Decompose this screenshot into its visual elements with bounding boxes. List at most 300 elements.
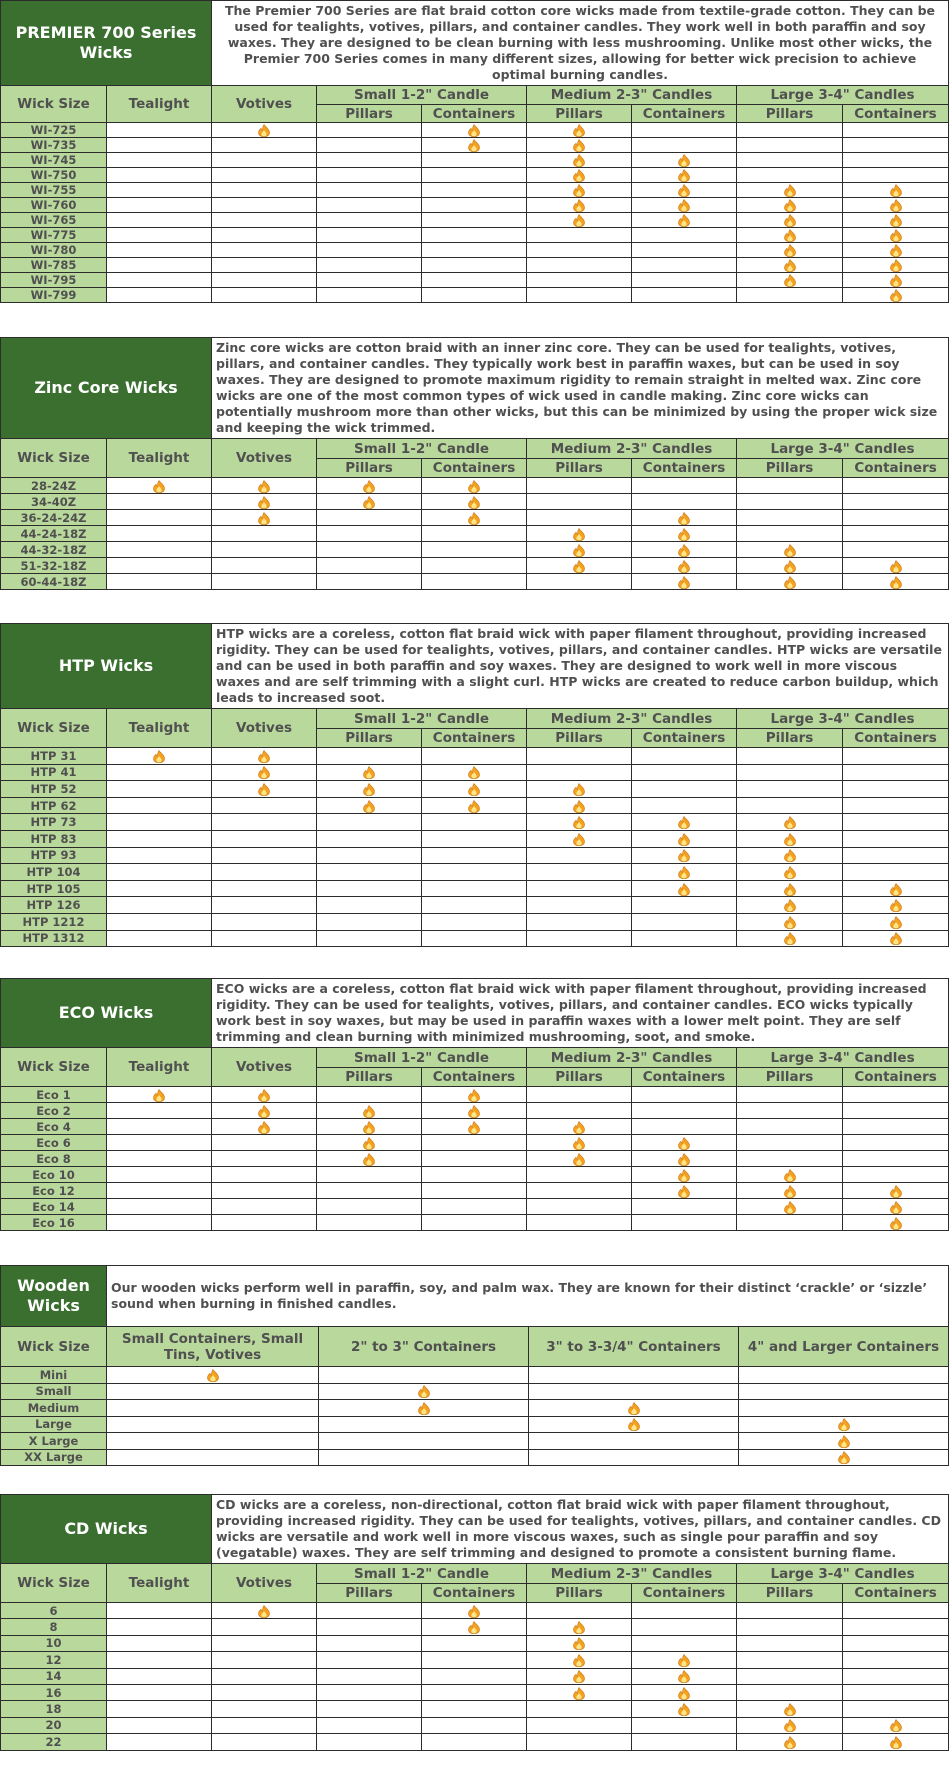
usage-cell <box>317 864 422 881</box>
table-row <box>1 1167 949 1183</box>
usage-cell <box>529 1367 739 1384</box>
usage-cell <box>737 880 843 897</box>
table-row <box>1 243 949 258</box>
usage-cell <box>107 1668 212 1684</box>
usage-cell <box>212 1103 317 1119</box>
usage-cell <box>422 1103 527 1119</box>
col-votives: Votives <box>212 86 317 123</box>
flame-icon <box>572 214 586 227</box>
section-title: CD Wicks <box>1 1495 212 1564</box>
usage-cell <box>317 913 422 930</box>
section-description: The Premier 700 Series are flat braid cotton core wicks made from textile-grade cotton. They can be used for tealights, votives, pillars, and container candles. They work well in both paraffin and soy waxes. They are designed to be clean burning with less mushrooming. Unlike most other wicks, the Premier 700 Series comes in many different sizes, allowing for better wick precision to achieve optimal burning candles. <box>212 1 949 86</box>
table-row <box>1 1135 949 1151</box>
usage-cell <box>107 1635 212 1651</box>
usage-cell <box>843 930 949 947</box>
usage-cell <box>212 1619 317 1635</box>
flame-icon <box>572 833 586 846</box>
wick-size: 20 <box>1 1717 107 1733</box>
flame-icon <box>783 560 797 573</box>
usage-cell <box>632 1151 737 1167</box>
usage-cell <box>632 494 737 510</box>
usage-cell <box>737 574 843 590</box>
premier-700-section <box>0 0 948 303</box>
table-row <box>1 1199 949 1215</box>
col-group-large: Large 3-4" Candles <box>737 709 949 729</box>
usage-cell <box>317 797 422 814</box>
usage-cell <box>527 243 632 258</box>
flame-icon <box>257 1089 271 1102</box>
usage-cell <box>317 1603 422 1619</box>
usage-cell <box>632 1183 737 1199</box>
usage-cell <box>212 830 317 847</box>
flame-icon <box>889 1217 903 1230</box>
flame-icon <box>783 883 797 896</box>
flame-icon <box>362 480 376 493</box>
flame-icon <box>783 544 797 557</box>
usage-cell <box>737 198 843 213</box>
usage-cell <box>527 1167 632 1183</box>
flame-icon <box>572 1121 586 1134</box>
usage-cell <box>422 138 527 153</box>
flame-icon <box>572 1687 586 1700</box>
usage-cell <box>107 478 212 494</box>
wick-size: 12 <box>1 1652 107 1668</box>
usage-cell <box>107 913 212 930</box>
table-row <box>1 558 949 574</box>
usage-cell <box>737 288 843 303</box>
wick-size: Eco 4 <box>1 1119 107 1135</box>
usage-cell <box>317 183 422 198</box>
usage-cell <box>737 494 843 510</box>
usage-cell <box>107 1151 212 1167</box>
col-wick-size: Wick Size <box>1 1327 107 1367</box>
usage-cell <box>107 542 212 558</box>
usage-cell <box>737 1119 843 1135</box>
flame-icon <box>783 1736 797 1749</box>
usage-cell <box>107 1734 212 1750</box>
col-votives: Votives <box>212 439 317 478</box>
usage-cell <box>317 764 422 781</box>
usage-cell <box>107 1215 212 1231</box>
flame-icon <box>257 496 271 509</box>
wick-table <box>0 0 949 303</box>
col-pillars: Pillars <box>527 729 632 748</box>
usage-cell <box>319 1433 529 1450</box>
col-group-medium: Medium 2-3" Candles <box>527 1564 737 1584</box>
usage-cell <box>317 748 422 765</box>
flame-icon <box>257 1605 271 1618</box>
usage-cell <box>422 781 527 798</box>
flame-icon <box>677 1137 691 1150</box>
flame-icon <box>837 1451 851 1464</box>
usage-cell <box>317 1167 422 1183</box>
flame-icon <box>206 1369 220 1382</box>
table-row <box>1 1603 949 1619</box>
section-title: ECO Wicks <box>1 979 212 1048</box>
usage-cell <box>737 897 843 914</box>
table-row <box>1 574 949 590</box>
usage-cell <box>107 558 212 574</box>
usage-cell <box>317 1701 422 1717</box>
usage-cell <box>632 153 737 168</box>
section-title: Zinc Core Wicks <box>1 338 212 439</box>
usage-cell <box>737 1684 843 1700</box>
usage-cell <box>107 1416 319 1433</box>
col-group-small: Small 1-2" Candle <box>317 1564 527 1584</box>
usage-cell <box>527 847 632 864</box>
col-tealight: Tealight <box>107 709 212 748</box>
flame-icon <box>889 1185 903 1198</box>
usage-cell <box>527 930 632 947</box>
usage-cell <box>527 764 632 781</box>
col-wick-size: Wick Size <box>1 1048 107 1087</box>
usage-cell <box>737 1635 843 1651</box>
flame-icon <box>783 576 797 589</box>
flame-icon <box>889 916 903 929</box>
usage-cell <box>212 510 317 526</box>
flame-icon <box>572 800 586 813</box>
table-row <box>1 478 949 494</box>
wick-size: Eco 10 <box>1 1167 107 1183</box>
wick-table <box>0 1494 949 1751</box>
usage-cell <box>212 258 317 273</box>
col-pillars: Pillars <box>737 729 843 748</box>
usage-cell <box>527 153 632 168</box>
wick-size: 10 <box>1 1635 107 1651</box>
usage-cell <box>737 273 843 288</box>
usage-cell <box>843 213 949 228</box>
wick-size: Eco 16 <box>1 1215 107 1231</box>
usage-cell <box>632 1087 737 1103</box>
wick-size: Small <box>1 1383 107 1400</box>
flame-icon <box>572 184 586 197</box>
flame-icon <box>783 833 797 846</box>
flame-icon <box>783 932 797 945</box>
usage-cell <box>317 1734 422 1750</box>
usage-cell <box>737 1603 843 1619</box>
table-row <box>1 1151 949 1167</box>
usage-cell <box>107 930 212 947</box>
usage-cell <box>212 1717 317 1733</box>
flame-icon <box>889 184 903 197</box>
flame-icon <box>362 1121 376 1134</box>
usage-cell <box>317 526 422 542</box>
usage-cell <box>527 1684 632 1700</box>
usage-cell <box>317 1717 422 1733</box>
usage-cell <box>739 1449 949 1466</box>
usage-cell <box>632 288 737 303</box>
usage-cell <box>107 123 212 138</box>
usage-cell <box>422 273 527 288</box>
wick-table <box>0 337 949 590</box>
table-row <box>1 880 949 897</box>
usage-cell <box>527 913 632 930</box>
flame-icon <box>783 1201 797 1214</box>
flame-icon <box>572 544 586 557</box>
usage-cell <box>632 558 737 574</box>
flame-icon <box>467 1621 481 1634</box>
flame-icon <box>677 528 691 541</box>
usage-cell <box>317 1619 422 1635</box>
col-pillars: Pillars <box>527 1584 632 1603</box>
usage-cell <box>632 526 737 542</box>
usage-cell <box>317 198 422 213</box>
wick-size: Mini <box>1 1367 107 1384</box>
col-containers: Containers <box>422 1584 527 1603</box>
usage-cell <box>107 797 212 814</box>
table-row <box>1 1635 949 1651</box>
usage-cell <box>527 168 632 183</box>
usage-cell <box>422 1151 527 1167</box>
usage-cell <box>107 764 212 781</box>
usage-cell <box>212 748 317 765</box>
wick-size: Large <box>1 1416 107 1433</box>
wick-size: 36-24-24Z <box>1 510 107 526</box>
usage-cell <box>632 478 737 494</box>
usage-cell <box>422 847 527 864</box>
col-group-small: Small 1-2" Candle <box>317 439 527 459</box>
usage-cell <box>527 1619 632 1635</box>
flame-icon <box>783 816 797 829</box>
table-row <box>1 797 949 814</box>
usage-cell <box>843 228 949 243</box>
usage-cell <box>212 183 317 198</box>
usage-cell <box>212 198 317 213</box>
usage-cell <box>843 913 949 930</box>
usage-cell <box>737 526 843 542</box>
col-pillars: Pillars <box>317 105 422 123</box>
usage-cell <box>212 213 317 228</box>
usage-cell <box>107 1619 212 1635</box>
usage-cell <box>212 542 317 558</box>
usage-cell <box>737 510 843 526</box>
col-header: 4" and Larger Containers <box>739 1327 949 1367</box>
col-pillars: Pillars <box>527 459 632 478</box>
flame-icon <box>572 1153 586 1166</box>
flame-icon <box>889 244 903 257</box>
usage-cell <box>737 1183 843 1199</box>
table-row <box>1 1717 949 1733</box>
usage-cell <box>422 558 527 574</box>
section-description: Our wooden wicks perform well in paraffin, soy, and palm wax. They are known for their distinct ‘crackle’ or ‘sizzle’ sound when burning in finished candles. <box>107 1266 949 1327</box>
usage-cell <box>422 930 527 947</box>
col-tealight: Tealight <box>107 1048 212 1087</box>
col-group-large: Large 3-4" Candles <box>737 439 949 459</box>
flame-icon <box>889 576 903 589</box>
usage-cell <box>422 897 527 914</box>
usage-cell <box>527 1717 632 1733</box>
usage-cell <box>527 1603 632 1619</box>
usage-cell <box>737 1619 843 1635</box>
usage-cell <box>737 1199 843 1215</box>
wick-size: WI-765 <box>1 213 107 228</box>
flame-icon <box>417 1402 431 1415</box>
usage-cell <box>632 243 737 258</box>
usage-cell <box>422 288 527 303</box>
usage-cell <box>319 1400 529 1417</box>
usage-cell <box>422 123 527 138</box>
flame-icon <box>257 124 271 137</box>
usage-cell <box>737 123 843 138</box>
flame-icon <box>889 274 903 287</box>
usage-cell <box>212 1167 317 1183</box>
flame-icon <box>677 1703 691 1716</box>
usage-cell <box>737 213 843 228</box>
flame-icon <box>467 1121 481 1134</box>
usage-cell <box>317 213 422 228</box>
usage-cell <box>107 1183 212 1199</box>
zinc-core-section <box>0 337 948 590</box>
usage-cell <box>107 1701 212 1717</box>
wick-size: WI-780 <box>1 243 107 258</box>
col-tealight: Tealight <box>107 439 212 478</box>
wick-size: 16 <box>1 1684 107 1700</box>
usage-cell <box>107 243 212 258</box>
usage-cell <box>527 258 632 273</box>
col-tealight: Tealight <box>107 86 212 123</box>
col-votives: Votives <box>212 1048 317 1087</box>
usage-cell <box>843 198 949 213</box>
usage-cell <box>212 781 317 798</box>
usage-cell <box>527 273 632 288</box>
usage-cell <box>317 558 422 574</box>
usage-cell <box>527 542 632 558</box>
table-row <box>1 1416 949 1433</box>
flame-icon <box>257 512 271 525</box>
usage-cell <box>107 228 212 243</box>
usage-cell <box>107 1119 212 1135</box>
col-pillars: Pillars <box>317 1584 422 1603</box>
usage-cell <box>422 1135 527 1151</box>
flame-icon <box>257 766 271 779</box>
usage-cell <box>843 1603 949 1619</box>
flame-icon <box>783 199 797 212</box>
col-group-small: Small 1-2" Candle <box>317 86 527 105</box>
usage-cell <box>529 1416 739 1433</box>
usage-cell <box>107 258 212 273</box>
usage-cell <box>843 1701 949 1717</box>
usage-cell <box>843 764 949 781</box>
usage-cell <box>737 1717 843 1733</box>
col-group-small: Small 1-2" Candle <box>317 1048 527 1068</box>
wick-size: 18 <box>1 1701 107 1717</box>
col-pillars: Pillars <box>527 105 632 123</box>
col-containers: Containers <box>632 1584 737 1603</box>
flame-icon <box>677 1670 691 1683</box>
wick-size: WI-775 <box>1 228 107 243</box>
usage-cell <box>422 198 527 213</box>
flame-icon <box>677 576 691 589</box>
flame-icon <box>677 1169 691 1182</box>
wick-size: HTP 41 <box>1 764 107 781</box>
wick-size: X Large <box>1 1433 107 1450</box>
usage-cell <box>632 1603 737 1619</box>
usage-cell <box>317 243 422 258</box>
table-row <box>1 1087 949 1103</box>
usage-cell <box>843 138 949 153</box>
usage-cell <box>737 1734 843 1750</box>
usage-cell <box>319 1383 529 1400</box>
wick-size: 34-40Z <box>1 494 107 510</box>
usage-cell <box>212 913 317 930</box>
usage-cell <box>737 830 843 847</box>
usage-cell <box>319 1367 529 1384</box>
col-group-large: Large 3-4" Candles <box>737 1564 949 1584</box>
col-pillars: Pillars <box>527 1068 632 1087</box>
flame-icon <box>677 154 691 167</box>
usage-cell <box>317 510 422 526</box>
usage-cell <box>212 168 317 183</box>
usage-cell <box>107 183 212 198</box>
usage-cell <box>317 1635 422 1651</box>
usage-cell <box>527 574 632 590</box>
usage-cell <box>632 168 737 183</box>
col-containers: Containers <box>632 1068 737 1087</box>
usage-cell <box>107 1199 212 1215</box>
col-group-small: Small 1-2" Candle <box>317 709 527 729</box>
usage-cell <box>422 510 527 526</box>
flame-icon <box>677 883 691 896</box>
usage-cell <box>212 1734 317 1750</box>
usage-cell <box>422 797 527 814</box>
usage-cell <box>632 748 737 765</box>
usage-cell <box>422 183 527 198</box>
flame-icon <box>467 1105 481 1118</box>
col-group-large: Large 3-4" Candles <box>737 86 949 105</box>
usage-cell <box>737 764 843 781</box>
usage-cell <box>527 478 632 494</box>
usage-cell <box>317 1151 422 1167</box>
usage-cell <box>107 153 212 168</box>
col-containers: Containers <box>422 459 527 478</box>
usage-cell <box>527 510 632 526</box>
usage-cell <box>422 1652 527 1668</box>
col-wick-size: Wick Size <box>1 1564 107 1603</box>
usage-cell <box>843 814 949 831</box>
usage-cell <box>107 1167 212 1183</box>
usage-cell <box>737 243 843 258</box>
flame-icon <box>677 169 691 182</box>
table-row <box>1 228 949 243</box>
usage-cell <box>632 1135 737 1151</box>
usage-cell <box>843 1119 949 1135</box>
flame-icon <box>889 1201 903 1214</box>
table-row <box>1 1619 949 1635</box>
usage-cell <box>843 1087 949 1103</box>
usage-cell <box>843 1734 949 1750</box>
usage-cell <box>422 864 527 881</box>
col-pillars: Pillars <box>317 1068 422 1087</box>
flame-icon <box>152 1089 166 1102</box>
usage-cell <box>632 830 737 847</box>
usage-cell <box>527 1183 632 1199</box>
wick-size: HTP 62 <box>1 797 107 814</box>
usage-cell <box>632 542 737 558</box>
flame-icon <box>837 1435 851 1448</box>
col-header: 3" to 3-3/4" Containers <box>529 1327 739 1367</box>
wick-size: Eco 6 <box>1 1135 107 1151</box>
usage-cell <box>212 273 317 288</box>
usage-cell <box>422 1684 527 1700</box>
usage-cell <box>107 1449 319 1466</box>
table-row <box>1 494 949 510</box>
usage-cell <box>632 138 737 153</box>
flame-icon <box>677 1654 691 1667</box>
flame-icon <box>467 800 481 813</box>
usage-cell <box>739 1416 949 1433</box>
usage-cell <box>843 288 949 303</box>
usage-cell <box>107 1652 212 1668</box>
